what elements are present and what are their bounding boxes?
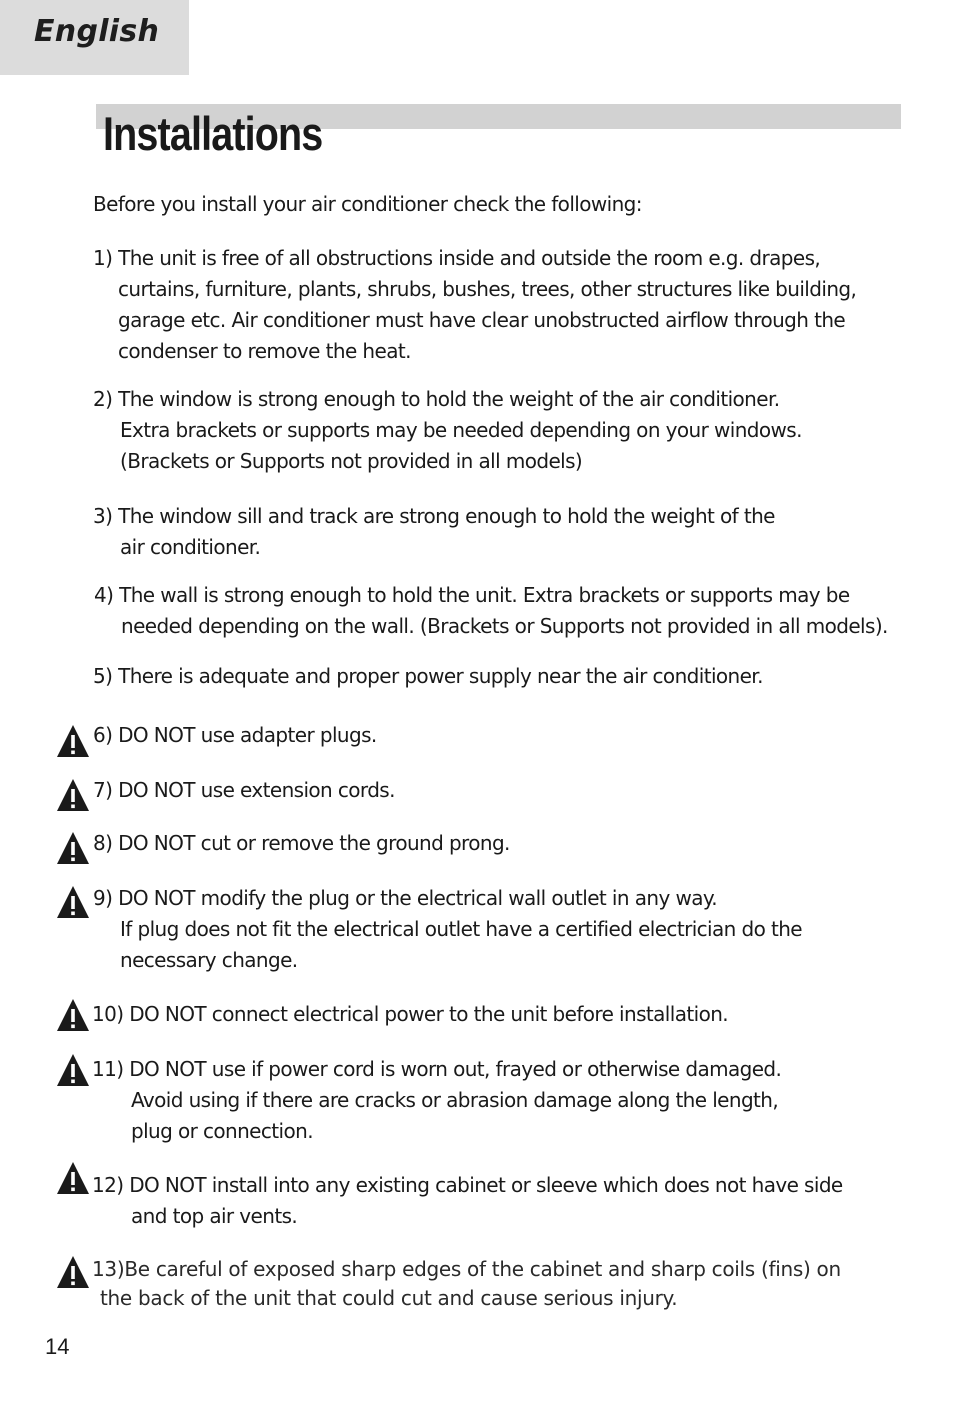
list-item: 7) DO NOT use extension cords. xyxy=(93,778,395,802)
list-item: 5) There is adequate and proper power supply near the air conditioner. xyxy=(93,664,763,688)
warning-icon xyxy=(56,998,90,1032)
list-item: 4) The wall is strong enough to hold the unit. Extra brackets or supports may be needed depending on the wall. (Brackets or Supports not provided in all models). xyxy=(94,583,888,638)
list-item: 1) The unit is free of all obstructions inside and outside the room e.g. drapes, curtains, furniture, plants, shrubs, bushes, trees, other structures like building, garage etc. Air conditioner must have clear unobstructed airflow through the condenser to remove the heat. xyxy=(93,246,857,363)
warning-icon xyxy=(56,1053,90,1087)
list-item: 12) DO NOT install into any existing cabinet or sleeve which does not have side and top air vents. xyxy=(92,1173,843,1228)
list-item: 10) DO NOT connect electrical power to the unit before installation. xyxy=(92,1002,729,1026)
list-item: 13)Be careful of exposed sharp edges of the cabinet and sharp coils (fins) on the back of the unit that could cut and cause serious injury. xyxy=(92,1257,841,1310)
warning-icon xyxy=(56,724,90,758)
list-item: 11) DO NOT use if power cord is worn out, frayed or otherwise damaged. Avoid using if there are cracks or abrasion damage along the length, plug or connection. xyxy=(92,1057,782,1143)
list-item: 2) The window is strong enough to hold the weight of the air conditioner. Extra brackets or supports may be needed depending on your windows. (Brackets or Supports not provided in all models) xyxy=(93,387,802,473)
warning-icon xyxy=(56,778,90,812)
intro-text: Before you install your air conditioner check the following: xyxy=(93,192,642,216)
list-item: 8) DO NOT cut or remove the ground prong. xyxy=(93,831,510,855)
page-title: Installations xyxy=(103,107,323,160)
warning-icon xyxy=(56,1255,90,1289)
language-tab-label: English xyxy=(34,14,160,49)
warning-icon xyxy=(56,831,90,865)
list-item: 9) DO NOT modify the plug or the electrical wall outlet in any way. If plug does not fit the electrical outlet have a certified electrician do the necessary change. xyxy=(93,886,802,972)
warning-icon xyxy=(56,1161,90,1195)
list-item: 6) DO NOT use adapter plugs. xyxy=(93,723,377,747)
warning-icon xyxy=(56,885,90,919)
page-number: 14 xyxy=(45,1334,70,1359)
list-item: 3) The window sill and track are strong enough to hold the weight of the air conditioner. xyxy=(93,504,775,559)
language-tab xyxy=(0,0,189,75)
